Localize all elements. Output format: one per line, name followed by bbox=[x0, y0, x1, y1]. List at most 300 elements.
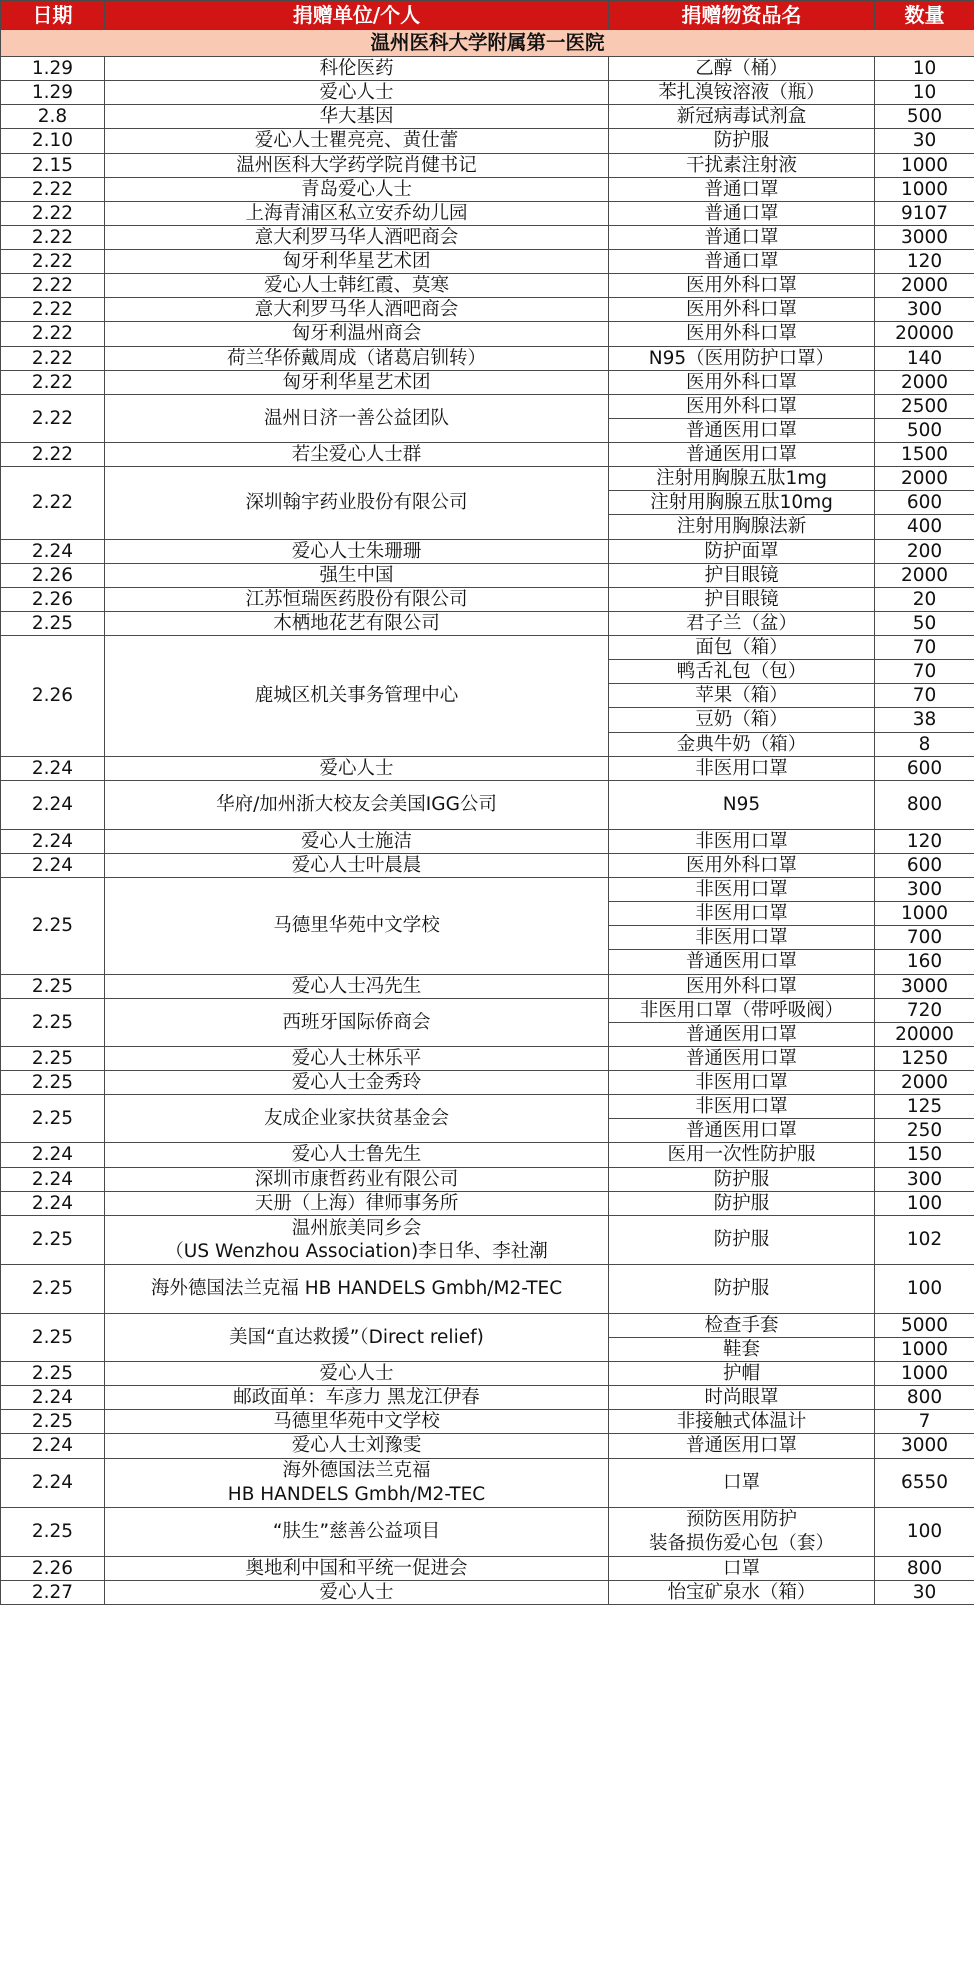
date-cell: 2.22 bbox=[1, 298, 105, 322]
item-cell: 防护服 bbox=[609, 129, 875, 153]
donor-line: 江苏恒瑞医药股份有限公司 bbox=[245, 588, 468, 610]
table-row bbox=[1, 57, 974, 81]
donor-line: 上海青浦区私立安乔幼儿园 bbox=[245, 202, 468, 224]
table-body bbox=[1, 30, 974, 1605]
date-cell: 2.26 bbox=[1, 636, 105, 757]
table-row bbox=[1, 467, 974, 491]
item-cell: 非医用口罩 bbox=[609, 878, 875, 902]
donor-line: 爱心人士冯先生 bbox=[291, 975, 422, 997]
donor-cell bbox=[105, 1095, 609, 1143]
quantity-cell: 250 bbox=[875, 1119, 974, 1143]
date-cell: 2.22 bbox=[1, 370, 105, 394]
table-row bbox=[1, 443, 974, 467]
donor-line: HB HANDELS Gmbh/M2-TEC bbox=[227, 1483, 486, 1505]
donor-cell bbox=[105, 1143, 609, 1167]
quantity-cell: 100 bbox=[875, 1507, 974, 1556]
quantity-cell: 720 bbox=[875, 998, 974, 1022]
quantity-cell: 800 bbox=[875, 780, 974, 829]
donor-line: 爱心人士 bbox=[319, 1581, 394, 1603]
donor-cell bbox=[105, 611, 609, 635]
item-cell: 普通医用口罩 bbox=[609, 1046, 875, 1070]
date-cell: 2.25 bbox=[1, 1095, 105, 1143]
item-cell: 非医用口罩（带呼吸阀） bbox=[609, 998, 875, 1022]
quantity-cell: 1250 bbox=[875, 1046, 974, 1070]
item-cell bbox=[609, 1507, 875, 1556]
table-row bbox=[1, 1095, 974, 1119]
quantity-cell: 600 bbox=[875, 756, 974, 780]
donor-cell bbox=[105, 1458, 609, 1507]
donor-line: 爱心人士金秀玲 bbox=[291, 1072, 422, 1093]
donor-line: 友成企业家扶贫基金会 bbox=[263, 1108, 449, 1130]
quantity-cell: 1000 bbox=[875, 902, 974, 926]
quantity-cell: 20 bbox=[875, 587, 974, 611]
donor-cell bbox=[105, 1264, 609, 1313]
date-cell: 2.25 bbox=[1, 1264, 105, 1313]
quantity-cell: 2000 bbox=[875, 467, 974, 491]
table-row bbox=[1, 1386, 974, 1410]
item-cell: 防护服 bbox=[609, 1215, 875, 1264]
table-row bbox=[1, 1046, 974, 1070]
quantity-cell: 7 bbox=[875, 1410, 974, 1434]
donor-line: （US Wenzhou Association)李日华、李社潮 bbox=[165, 1240, 548, 1262]
date-cell: 2.24 bbox=[1, 756, 105, 780]
item-cell: 鸭舌礼包（包） bbox=[609, 660, 875, 684]
item-cell: 鞋套 bbox=[609, 1337, 875, 1361]
section-title: 温州医科大学附属第一医院 bbox=[1, 30, 974, 57]
quantity-cell: 300 bbox=[875, 878, 974, 902]
donor-cell bbox=[105, 539, 609, 563]
table-row bbox=[1, 346, 974, 370]
quantity-cell: 160 bbox=[875, 950, 974, 974]
donor-cell bbox=[105, 1046, 609, 1070]
date-cell: 2.25 bbox=[1, 1046, 105, 1070]
quantity-cell: 100 bbox=[875, 1191, 974, 1215]
donor-cell bbox=[105, 756, 609, 780]
donor-line: 温州旅美同乡会 bbox=[291, 1217, 422, 1239]
quantity-cell: 2500 bbox=[875, 394, 974, 418]
table-row bbox=[1, 1507, 974, 1556]
item-cell: 非医用口罩 bbox=[609, 756, 875, 780]
donor-line: 荷兰华侨戴周成（诸葛启钏转） bbox=[226, 347, 486, 369]
quantity-cell: 500 bbox=[875, 418, 974, 442]
item-cell: 医用外科口罩 bbox=[609, 274, 875, 298]
item-cell: 普通医用口罩 bbox=[609, 1119, 875, 1143]
quantity-cell: 70 bbox=[875, 636, 974, 660]
table-row bbox=[1, 370, 974, 394]
item-cell: 非医用口罩 bbox=[609, 926, 875, 950]
donor-cell bbox=[105, 201, 609, 225]
date-cell: 2.27 bbox=[1, 1580, 105, 1604]
item-cell: 防护服 bbox=[609, 1264, 875, 1313]
donor-line: 爱心人士林乐平 bbox=[291, 1047, 422, 1069]
table-row bbox=[1, 1556, 974, 1580]
quantity-cell: 800 bbox=[875, 1386, 974, 1410]
donor-cell bbox=[105, 57, 609, 81]
donor-cell bbox=[105, 636, 609, 757]
donor-cell bbox=[105, 225, 609, 249]
quantity-cell: 102 bbox=[875, 1215, 974, 1264]
quantity-cell: 6550 bbox=[875, 1458, 974, 1507]
table-row bbox=[1, 1215, 974, 1264]
donor-line: 马德里华苑中文学校 bbox=[273, 915, 440, 937]
quantity-cell: 120 bbox=[875, 829, 974, 853]
item-cell: 苹果（箱） bbox=[609, 684, 875, 708]
donor-cell bbox=[105, 878, 609, 975]
header-donor: 捐赠单位/个人 bbox=[105, 1, 609, 30]
date-cell: 2.24 bbox=[1, 539, 105, 563]
table-row bbox=[1, 322, 974, 346]
donor-cell bbox=[105, 153, 609, 177]
table-row bbox=[1, 1434, 974, 1458]
date-cell: 2.25 bbox=[1, 1410, 105, 1434]
quantity-cell: 1000 bbox=[875, 1337, 974, 1361]
donor-cell bbox=[105, 587, 609, 611]
donor-line: 爱心人士施洁 bbox=[300, 830, 412, 852]
date-cell: 2.22 bbox=[1, 443, 105, 467]
table-row bbox=[1, 1071, 974, 1095]
date-cell: 2.24 bbox=[1, 853, 105, 877]
table-row bbox=[1, 1580, 974, 1604]
donor-cell bbox=[105, 467, 609, 539]
donor-cell bbox=[105, 1313, 609, 1361]
donor-cell bbox=[105, 1410, 609, 1434]
table-row bbox=[1, 853, 974, 877]
table-row bbox=[1, 611, 974, 635]
donor-line: 爱心人士朱珊珊 bbox=[291, 540, 422, 562]
table-row bbox=[1, 1362, 974, 1386]
item-cell: 防护服 bbox=[609, 1191, 875, 1215]
quantity-cell: 200 bbox=[875, 539, 974, 563]
quantity-cell: 10 bbox=[875, 57, 974, 81]
donor-cell bbox=[105, 563, 609, 587]
donor-line: 爱心人士刘豫雯 bbox=[291, 1435, 422, 1457]
item-cell: 新冠病毒试剂盒 bbox=[609, 105, 875, 129]
table-row bbox=[1, 274, 974, 298]
donor-cell bbox=[105, 81, 609, 105]
donor-line: 海外德国法兰克福 bbox=[282, 1460, 431, 1482]
date-cell: 2.24 bbox=[1, 1434, 105, 1458]
quantity-cell: 70 bbox=[875, 660, 974, 684]
donor-line: 温州医科大学药学院肖健书记 bbox=[236, 154, 477, 176]
table-row bbox=[1, 201, 974, 225]
quantity-cell: 2000 bbox=[875, 563, 974, 587]
header-row bbox=[1, 1, 974, 30]
donor-line: 爱心人士 bbox=[319, 1363, 394, 1384]
donor-cell bbox=[105, 1362, 609, 1386]
item-cell: 护帽 bbox=[609, 1362, 875, 1386]
date-cell: 2.25 bbox=[1, 998, 105, 1046]
date-cell: 2.24 bbox=[1, 1143, 105, 1167]
table-row bbox=[1, 1167, 974, 1191]
header-item: 捐赠物资品名 bbox=[609, 1, 875, 30]
header-date: 日期 bbox=[1, 1, 105, 30]
quantity-cell: 1000 bbox=[875, 1362, 974, 1386]
item-cell: 干扰素注射液 bbox=[609, 153, 875, 177]
quantity-cell: 3000 bbox=[875, 1434, 974, 1458]
donor-cell bbox=[105, 1434, 609, 1458]
date-cell: 2.8 bbox=[1, 105, 105, 129]
quantity-cell: 2000 bbox=[875, 1071, 974, 1095]
date-cell: 2.22 bbox=[1, 467, 105, 539]
item-cell: 医用外科口罩 bbox=[609, 370, 875, 394]
date-cell: 2.22 bbox=[1, 322, 105, 346]
donor-line: 美国“直达救援”（Direct relief) bbox=[229, 1326, 484, 1348]
quantity-cell: 1000 bbox=[875, 153, 974, 177]
item-cell: 乙醇（桶） bbox=[609, 57, 875, 81]
donor-line: 匈牙利温州商会 bbox=[291, 323, 422, 345]
table-row bbox=[1, 539, 974, 563]
donor-cell bbox=[105, 129, 609, 153]
donor-cell bbox=[105, 322, 609, 346]
item-cell: 口罩 bbox=[609, 1458, 875, 1507]
quantity-cell: 8 bbox=[875, 732, 974, 756]
item-cell: 非医用口罩 bbox=[609, 1095, 875, 1119]
table-row bbox=[1, 563, 974, 587]
donor-cell bbox=[105, 1556, 609, 1580]
donor-cell bbox=[105, 1580, 609, 1604]
item-cell: 普通口罩 bbox=[609, 201, 875, 225]
donor-line: 邮政面单：车彦力 黑龙江伊春 bbox=[233, 1387, 480, 1409]
donor-cell bbox=[105, 177, 609, 201]
item-cell: 普通口罩 bbox=[609, 225, 875, 249]
donor-line: 爱心人士鲁先生 bbox=[291, 1144, 422, 1166]
quantity-cell: 30 bbox=[875, 129, 974, 153]
header-quantity: 数量 bbox=[875, 1, 974, 30]
item-cell: 普通医用口罩 bbox=[609, 1022, 875, 1046]
item-cell: 医用外科口罩 bbox=[609, 853, 875, 877]
donor-line: 匈牙利华星艺术团 bbox=[282, 251, 431, 272]
quantity-cell: 100 bbox=[875, 1264, 974, 1313]
item-cell: 面包（箱） bbox=[609, 636, 875, 660]
item-cell: 苯扎溴铵溶液（瓶） bbox=[609, 81, 875, 105]
donor-line: 爱心人士叶晨晨 bbox=[291, 854, 422, 876]
item-cell: 君子兰（盆） bbox=[609, 611, 875, 635]
item-line: 预防医用防护 bbox=[685, 1509, 797, 1531]
donor-cell bbox=[105, 105, 609, 129]
donor-cell bbox=[105, 1191, 609, 1215]
date-cell: 2.25 bbox=[1, 1362, 105, 1386]
item-cell: 非医用口罩 bbox=[609, 1071, 875, 1095]
date-cell: 2.25 bbox=[1, 1313, 105, 1361]
table-row bbox=[1, 105, 974, 129]
donor-cell bbox=[105, 346, 609, 370]
table-row bbox=[1, 974, 974, 998]
date-cell: 2.26 bbox=[1, 563, 105, 587]
item-cell: 防护面罩 bbox=[609, 539, 875, 563]
donor-line: 意大利罗马华人酒吧商会 bbox=[254, 226, 459, 248]
donor-line: 海外德国法兰克福 HB HANDELS Gmbh/M2-TEC bbox=[150, 1278, 563, 1300]
quantity-cell: 600 bbox=[875, 491, 974, 515]
quantity-cell: 1500 bbox=[875, 443, 974, 467]
quantity-cell: 3000 bbox=[875, 225, 974, 249]
donor-cell bbox=[105, 370, 609, 394]
item-cell: 注射用胸腺五肽10mg bbox=[609, 491, 875, 515]
item-cell: 口罩 bbox=[609, 1556, 875, 1580]
date-cell: 2.25 bbox=[1, 878, 105, 975]
item-cell: 非医用口罩 bbox=[609, 902, 875, 926]
quantity-cell: 120 bbox=[875, 250, 974, 274]
quantity-cell: 125 bbox=[875, 1095, 974, 1119]
donor-cell bbox=[105, 443, 609, 467]
section-row bbox=[1, 30, 974, 57]
table-row bbox=[1, 153, 974, 177]
table-row bbox=[1, 177, 974, 201]
quantity-cell: 20000 bbox=[875, 322, 974, 346]
table-row bbox=[1, 878, 974, 902]
donor-cell bbox=[105, 998, 609, 1046]
item-cell: 时尚眼罩 bbox=[609, 1386, 875, 1410]
quantity-cell: 1000 bbox=[875, 177, 974, 201]
date-cell: 2.25 bbox=[1, 1215, 105, 1264]
donor-cell bbox=[105, 1507, 609, 1556]
donor-cell bbox=[105, 250, 609, 274]
date-cell: 2.25 bbox=[1, 974, 105, 998]
date-cell: 2.24 bbox=[1, 1191, 105, 1215]
item-cell: N95 bbox=[609, 780, 875, 829]
donor-line: “肤生”慈善公益项目 bbox=[272, 1520, 441, 1542]
item-cell: 注射用胸腺法新 bbox=[609, 515, 875, 539]
donor-line: 爱心人士 bbox=[319, 82, 394, 104]
item-cell: 普通医用口罩 bbox=[609, 1434, 875, 1458]
table-row bbox=[1, 587, 974, 611]
quantity-cell: 70 bbox=[875, 684, 974, 708]
date-cell: 2.24 bbox=[1, 780, 105, 829]
table-row bbox=[1, 636, 974, 660]
donor-line: 青岛爱心人士 bbox=[300, 178, 412, 200]
quantity-cell: 700 bbox=[875, 926, 974, 950]
date-cell: 2.15 bbox=[1, 153, 105, 177]
date-cell: 2.25 bbox=[1, 1507, 105, 1556]
quantity-cell: 3000 bbox=[875, 974, 974, 998]
quantity-cell: 150 bbox=[875, 1143, 974, 1167]
date-cell: 2.24 bbox=[1, 829, 105, 853]
table-row bbox=[1, 998, 974, 1022]
donor-cell bbox=[105, 853, 609, 877]
item-cell: 护目眼镜 bbox=[609, 587, 875, 611]
item-cell: N95（医用防护口罩） bbox=[609, 346, 875, 370]
item-cell: 非接触式体温计 bbox=[609, 1410, 875, 1434]
table-row bbox=[1, 1410, 974, 1434]
item-cell: 检查手套 bbox=[609, 1313, 875, 1337]
quantity-cell: 38 bbox=[875, 708, 974, 732]
table-row bbox=[1, 829, 974, 853]
donor-cell bbox=[105, 274, 609, 298]
donor-cell bbox=[105, 1215, 609, 1264]
donor-cell bbox=[105, 829, 609, 853]
quantity-cell: 500 bbox=[875, 105, 974, 129]
date-cell: 2.22 bbox=[1, 394, 105, 442]
quantity-cell: 800 bbox=[875, 1556, 974, 1580]
donor-line: 科伦医药 bbox=[319, 58, 394, 79]
item-cell: 防护服 bbox=[609, 1167, 875, 1191]
quantity-cell: 2000 bbox=[875, 370, 974, 394]
table-row bbox=[1, 1458, 974, 1507]
item-cell: 怡宝矿泉水（箱） bbox=[609, 1580, 875, 1604]
table-row bbox=[1, 81, 974, 105]
item-cell: 医用外科口罩 bbox=[609, 298, 875, 322]
donor-line: 爱心人士 bbox=[319, 757, 394, 779]
donor-cell bbox=[105, 298, 609, 322]
donor-cell bbox=[105, 394, 609, 442]
quantity-cell: 5000 bbox=[875, 1313, 974, 1337]
quantity-cell: 400 bbox=[875, 515, 974, 539]
item-cell: 普通医用口罩 bbox=[609, 443, 875, 467]
table-row bbox=[1, 1191, 974, 1215]
donor-line: 深圳市康哲药业有限公司 bbox=[254, 1168, 459, 1190]
table-row bbox=[1, 1264, 974, 1313]
table-row bbox=[1, 1313, 974, 1337]
date-cell: 2.24 bbox=[1, 1458, 105, 1507]
date-cell: 2.26 bbox=[1, 1556, 105, 1580]
date-cell: 1.29 bbox=[1, 57, 105, 81]
date-cell: 2.26 bbox=[1, 587, 105, 611]
donor-cell bbox=[105, 974, 609, 998]
date-cell: 2.22 bbox=[1, 346, 105, 370]
date-cell: 2.25 bbox=[1, 1071, 105, 1095]
date-cell: 2.24 bbox=[1, 1167, 105, 1191]
donor-line: 鹿城区机关事务管理中心 bbox=[254, 685, 459, 707]
donor-line: 意大利罗马华人酒吧商会 bbox=[254, 299, 459, 321]
table-row bbox=[1, 250, 974, 274]
item-cell: 金典牛奶（箱） bbox=[609, 732, 875, 756]
date-cell: 2.10 bbox=[1, 129, 105, 153]
donor-line: 华大基因 bbox=[319, 106, 394, 128]
donor-line: 奥地利中国和平统一促进会 bbox=[245, 1557, 468, 1579]
item-cell: 医用外科口罩 bbox=[609, 322, 875, 346]
table-row bbox=[1, 1143, 974, 1167]
item-cell: 护目眼镜 bbox=[609, 563, 875, 587]
donor-cell bbox=[105, 1386, 609, 1410]
item-cell: 普通口罩 bbox=[609, 250, 875, 274]
item-cell: 医用外科口罩 bbox=[609, 974, 875, 998]
quantity-cell: 30 bbox=[875, 1580, 974, 1604]
donor-line: 木栖地花艺有限公司 bbox=[273, 612, 440, 634]
quantity-cell: 9107 bbox=[875, 201, 974, 225]
table-row bbox=[1, 129, 974, 153]
item-cell: 非医用口罩 bbox=[609, 829, 875, 853]
donor-line: 西班牙国际侨商会 bbox=[282, 1011, 431, 1033]
item-cell: 普通医用口罩 bbox=[609, 418, 875, 442]
quantity-cell: 300 bbox=[875, 1167, 974, 1191]
donor-line: 天册（上海）律师事务所 bbox=[254, 1192, 459, 1214]
donor-line: 强生中国 bbox=[319, 564, 394, 586]
table-row bbox=[1, 780, 974, 829]
table-row bbox=[1, 225, 974, 249]
date-cell: 2.22 bbox=[1, 225, 105, 249]
donor-line: 温州日济一善公益团队 bbox=[263, 407, 449, 429]
quantity-cell: 20000 bbox=[875, 1022, 974, 1046]
donor-line: 马德里华苑中文学校 bbox=[273, 1411, 440, 1433]
donor-line: 爱心人士韩红霞、莫寒 bbox=[263, 275, 449, 297]
date-cell: 2.22 bbox=[1, 274, 105, 298]
date-cell: 2.24 bbox=[1, 1386, 105, 1410]
item-cell: 医用外科口罩 bbox=[609, 394, 875, 418]
date-cell: 2.22 bbox=[1, 177, 105, 201]
quantity-cell: 140 bbox=[875, 346, 974, 370]
quantity-cell: 600 bbox=[875, 853, 974, 877]
item-cell: 普通医用口罩 bbox=[609, 950, 875, 974]
quantity-cell: 300 bbox=[875, 298, 974, 322]
item-cell: 豆奶（箱） bbox=[609, 708, 875, 732]
quantity-cell: 10 bbox=[875, 81, 974, 105]
donor-line: 匈牙利华星艺术团 bbox=[282, 371, 431, 393]
donor-line: 华府/加州浙大校友会美国IGG公司 bbox=[216, 794, 497, 816]
donor-cell bbox=[105, 1167, 609, 1191]
table-row bbox=[1, 394, 974, 418]
date-cell: 2.22 bbox=[1, 201, 105, 225]
item-cell: 普通口罩 bbox=[609, 177, 875, 201]
date-cell: 1.29 bbox=[1, 81, 105, 105]
